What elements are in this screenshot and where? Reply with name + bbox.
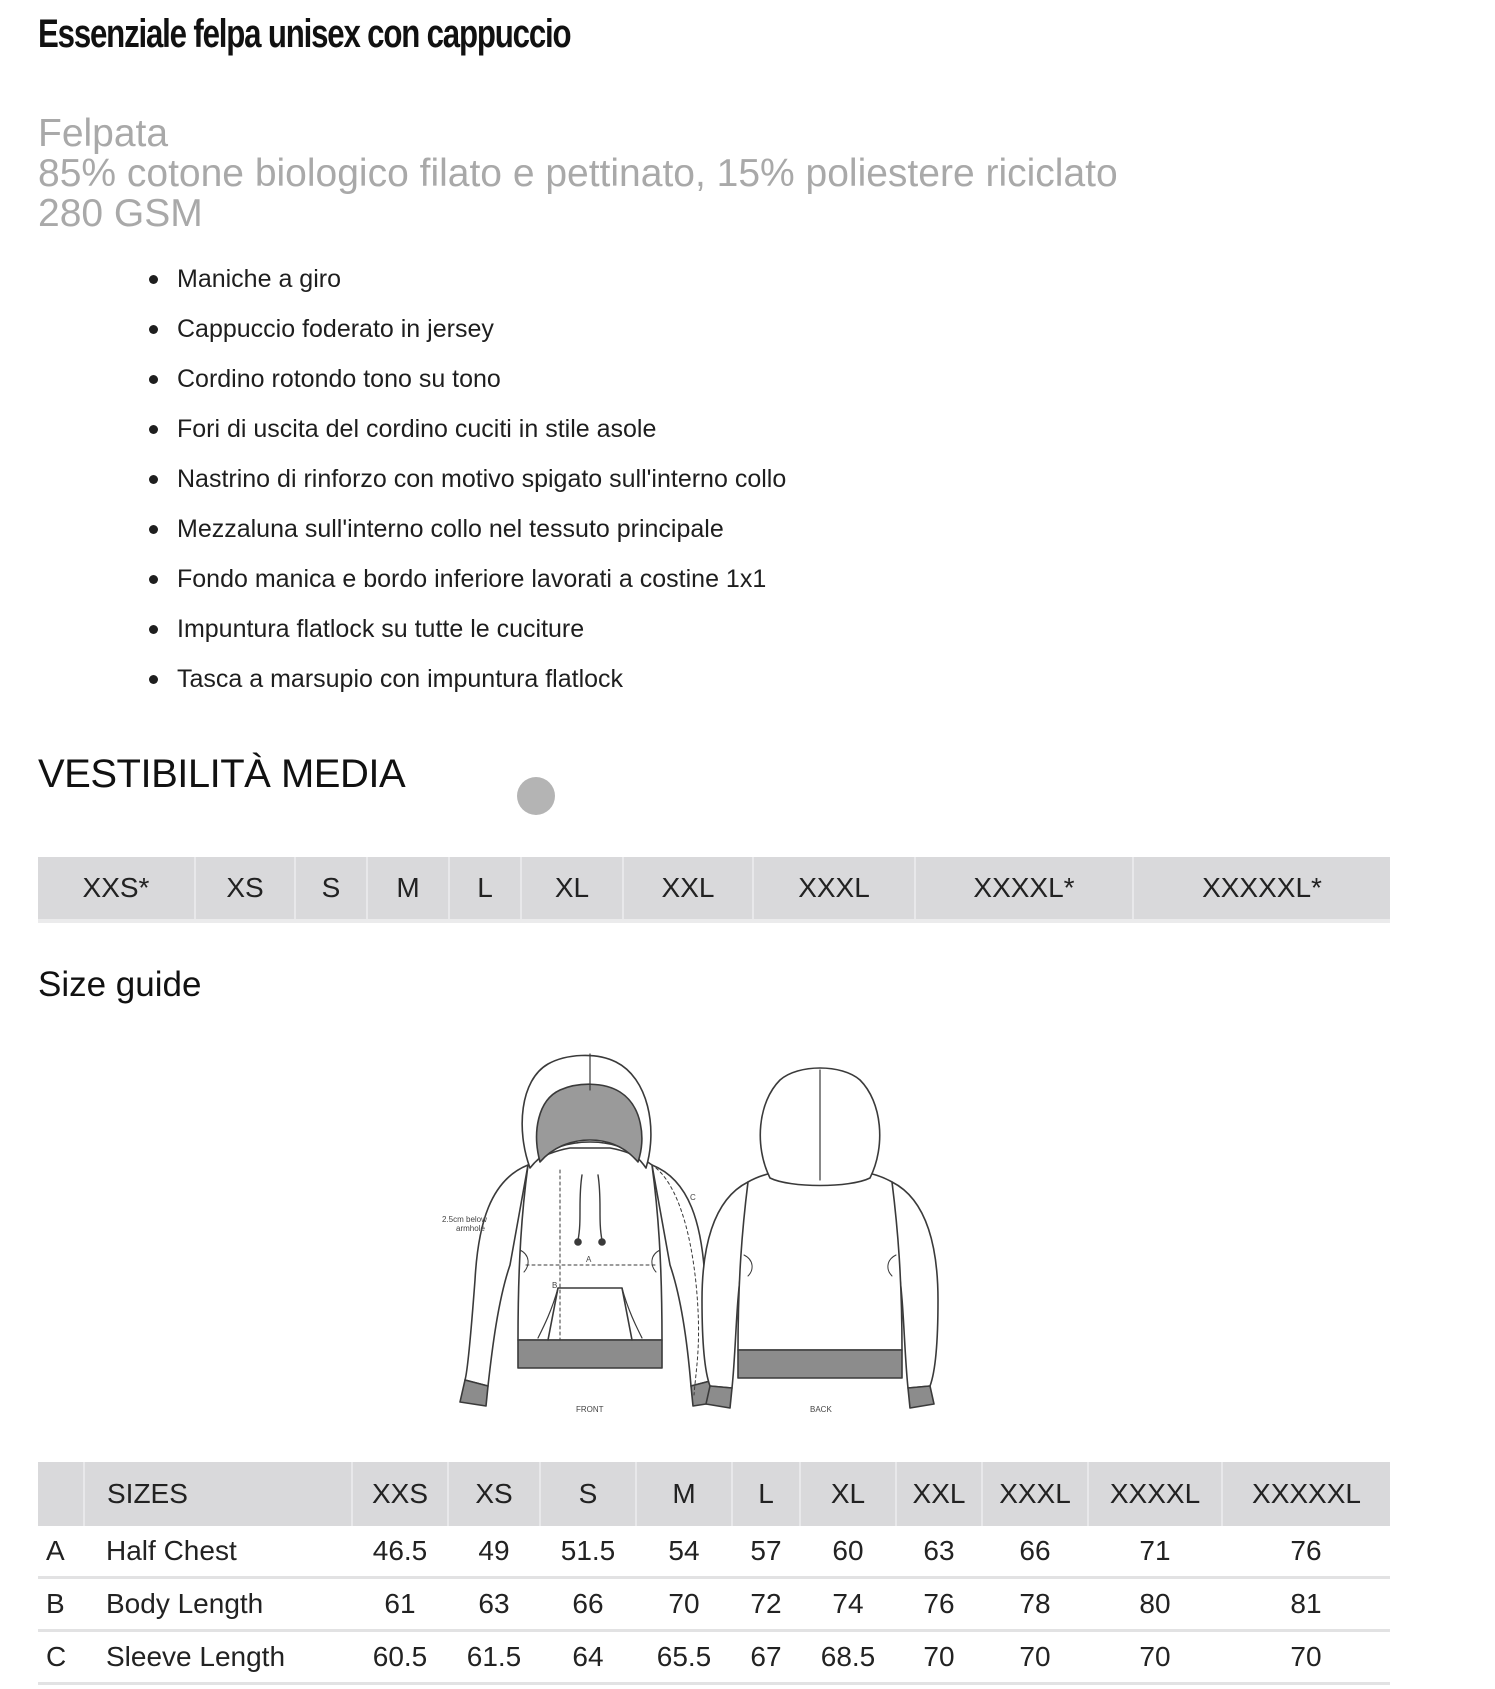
row-letter: A (38, 1526, 84, 1578)
size-option: XL (522, 857, 624, 919)
size-option: XXXL (754, 857, 916, 919)
table-header-row (38, 1462, 1390, 1526)
table-cell: 61.5 (448, 1631, 540, 1684)
table-cell: 57 (732, 1526, 800, 1578)
table-cell: 70 (1088, 1631, 1222, 1684)
fabric-composition: 85% cotone biologico filato e pettinato, 15% poliestere riciclato (38, 152, 1118, 195)
table-cell: 72 (732, 1578, 800, 1631)
label-b: B (552, 1281, 558, 1290)
feature-item: Nastrino di rinforzo con motivo spigato sull'interno collo (142, 464, 786, 514)
header-cell: XS (448, 1462, 540, 1526)
header-cell (38, 1462, 84, 1526)
header-cell: XXXL (982, 1462, 1088, 1526)
table-cell: 54 (636, 1526, 732, 1578)
header-cell: XXS (352, 1462, 448, 1526)
table-cell: 49 (448, 1526, 540, 1578)
table-cell: 63 (896, 1526, 982, 1578)
table-cell: 64 (540, 1631, 636, 1684)
row-letter: B (38, 1578, 84, 1631)
header-cell: L (732, 1462, 800, 1526)
size-option: M (368, 857, 450, 919)
front-hoodie-drawing (460, 1054, 719, 1406)
table-cell: 80 (1088, 1578, 1222, 1631)
product-title: Essenziale felpa unisex con cappuccio (38, 12, 571, 56)
size-option: XS (196, 857, 296, 919)
table-cell: 46.5 (352, 1526, 448, 1578)
table-row (38, 1631, 1390, 1684)
fabric-weight: 280 GSM (38, 192, 203, 235)
size-option: XXXXXL* (1202, 872, 1322, 903)
header-cell: XXL (896, 1462, 982, 1526)
size-option: S (296, 857, 368, 919)
fit-heading: VESTIBILITÀ MEDIA (38, 752, 406, 796)
size-option: L (450, 857, 522, 919)
table-cell: 66 (982, 1526, 1088, 1578)
table-row (38, 1578, 1390, 1631)
feature-item: Mezzaluna sull'interno collo nel tessuto principale (142, 514, 786, 564)
size-option: XXL (624, 857, 754, 919)
armhole-note: armhole (456, 1224, 485, 1233)
feature-item: Cordino rotondo tono su tono (142, 364, 786, 414)
back-label: BACK (810, 1405, 832, 1414)
header-cell: XL (800, 1462, 896, 1526)
feature-item: Fondo manica e bordo inferiore lavorati a costine 1x1 (142, 564, 786, 614)
available-sizes-bar (38, 857, 1390, 923)
table-cell: 65.5 (636, 1631, 732, 1684)
fit-indicator-dot (517, 777, 555, 815)
table-cell: 60 (800, 1526, 896, 1578)
table-cell: 68.5 (800, 1631, 896, 1684)
label-a: A (586, 1255, 592, 1264)
hoodie-measurement-illustration (420, 1050, 980, 1420)
feature-item: Impuntura flatlock su tutte le cuciture (142, 614, 786, 664)
measurement-name: Half Chest (84, 1526, 352, 1578)
size-option: XXS* (38, 857, 196, 919)
feature-item: Fori di uscita del cordino cuciti in stile asole (142, 414, 786, 464)
front-label: FRONT (576, 1405, 604, 1414)
table-cell: 63 (448, 1578, 540, 1631)
header-cell: SIZES (84, 1462, 352, 1526)
size-guide-table (38, 1462, 1390, 1685)
header-cell: M (636, 1462, 732, 1526)
table-cell: 70 (896, 1631, 982, 1684)
table-cell: 67 (732, 1631, 800, 1684)
size-option: XXXXL* (916, 857, 1134, 919)
armhole-note: 2.5cm below (442, 1215, 487, 1224)
table-cell: 76 (896, 1578, 982, 1631)
header-cell: XXXXL (1088, 1462, 1222, 1526)
table-cell: 74 (800, 1578, 896, 1631)
table-cell: 81 (1222, 1578, 1390, 1631)
table-cell: 60.5 (352, 1631, 448, 1684)
row-letter: C (38, 1631, 84, 1684)
feature-list (142, 264, 786, 714)
size-guide-heading: Size guide (38, 965, 202, 1004)
feature-item: Tasca a marsupio con impuntura flatlock (142, 664, 786, 714)
table-cell: 70 (982, 1631, 1088, 1684)
measurement-name: Body Length (84, 1578, 352, 1631)
table-cell: 66 (540, 1578, 636, 1631)
table-cell: 78 (982, 1578, 1088, 1631)
table-cell: 71 (1088, 1526, 1222, 1578)
table-cell: 51.5 (540, 1526, 636, 1578)
header-cell: S (540, 1462, 636, 1526)
table-cell: 70 (1222, 1631, 1390, 1684)
fabric-description (38, 114, 1118, 234)
measurement-name: Sleeve Length (84, 1631, 352, 1684)
table-cell: 61 (352, 1578, 448, 1631)
feature-item: Maniche a giro (142, 264, 786, 314)
label-c: C (690, 1193, 696, 1202)
back-hoodie-drawing (702, 1068, 938, 1408)
feature-item: Cappuccio foderato in jersey (142, 314, 786, 364)
header-cell: XXXXXL (1222, 1462, 1390, 1526)
table-row (38, 1526, 1390, 1578)
table-cell: 70 (636, 1578, 732, 1631)
table-cell: 76 (1222, 1526, 1390, 1578)
fabric-type: Felpata (38, 112, 169, 155)
